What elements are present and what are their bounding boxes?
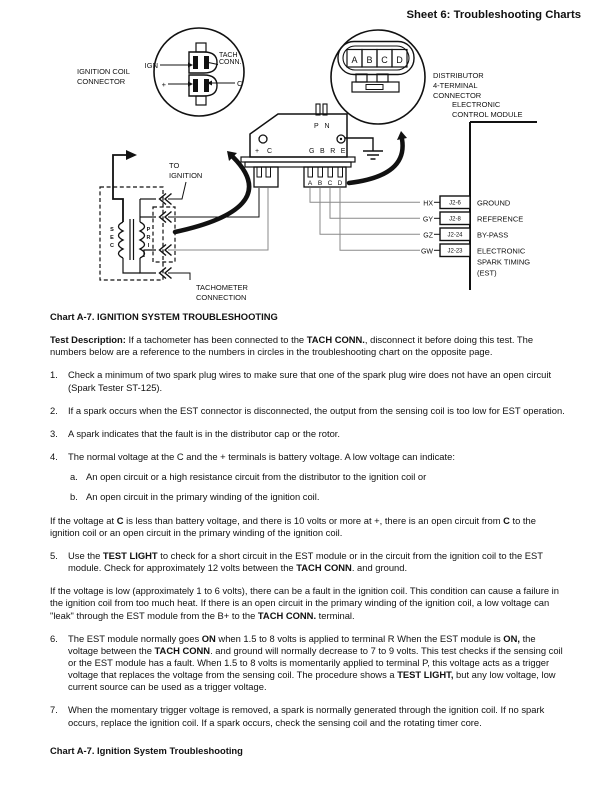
secondary-winding: [119, 222, 124, 258]
item-number: 2.: [50, 404, 58, 416]
item-text: A spark indicates that the fault is in the distributor cap or the rotor.: [68, 427, 341, 439]
arrow-to-distributor-connector-detail: [349, 139, 403, 183]
ignition-coil-connector-detail: [154, 28, 244, 116]
list-item: [50, 369, 567, 393]
mounting-plate-bar: [245, 162, 351, 167]
ecm-pin-desc: (EST): [477, 268, 497, 278]
secondary-output-arrowhead: [126, 150, 137, 160]
item-text: An open circuit or a high resistance circuit from the distributor to the ignition coil or: [86, 471, 427, 483]
paragraph: [50, 334, 567, 358]
tach-conn-label-line1: TACH: [219, 52, 238, 59]
ecm-pin-desc: ELECTRONIC: [477, 246, 526, 256]
item-number: a.: [70, 471, 78, 483]
ground-wire: [345, 138, 373, 151]
tachometer-connection-label-line1: TACHOMETER: [196, 283, 248, 292]
primary-winding-letter: I: [147, 243, 150, 249]
item-text: When the momentary trigger voltage is removed, a spark is normally generated through the ignition coil. If no spark occurs, replace the ignition coil. If a spark occurs, check the sensing coil and the rotating timer core.: [68, 704, 545, 728]
module-right-terminals-label: G B R E: [309, 148, 348, 155]
secondary-winding-letter: E: [110, 235, 114, 241]
item-text: Check a minimum of two spark plug wires to make sure that one of the spark plug wire does not have an open circuit (Spark Tester ST-125).: [68, 369, 552, 393]
ecm-pin-label: J2-24: [447, 232, 463, 239]
module-top-pins-label: P N: [314, 123, 332, 130]
list-item: [50, 471, 567, 483]
item-number: 1.: [50, 369, 58, 381]
list-item: [50, 704, 567, 728]
item-text: The normal voltage at the C and the + terminals is battery voltage. A low voltage can indicate:: [68, 451, 455, 463]
distributor-pin-a: A: [351, 55, 358, 65]
ecm-label-line2: CONTROL MODULE: [452, 110, 523, 119]
item-number: 7.: [50, 704, 58, 716]
latch-body: [352, 82, 399, 92]
item-number: 5.: [50, 549, 58, 561]
magnifier-circle: [154, 28, 244, 116]
paragraph: [50, 515, 567, 539]
connector-tab: [196, 43, 206, 52]
latch-slot: [366, 85, 383, 90]
ecm-pin-label: J2-6: [449, 200, 461, 207]
primary-winding-letter: P: [146, 227, 151, 233]
wire-a-ground: [310, 188, 420, 202]
item-text: If the voltage is low (approximately 1 to 6 volts), there can be a fault in the ignition coil. This condition can cause a failure in the ignition coil from too much heat. If there is an open circuit in the primary winding of the ignition coil, a low voltage can "leak" through the EST module from the B+ to the TACH CONN. terminal.: [50, 585, 559, 621]
tach-conn-label-line2: CONN.: [219, 59, 242, 66]
list-item: [50, 428, 567, 440]
list-item: [50, 633, 567, 694]
item-text: An open circuit in the primary winding of the ignition coil.: [86, 491, 320, 503]
ecm-pin-row-est: [421, 244, 530, 278]
item-number: b.: [70, 491, 78, 503]
distributor-label-line2: 4-TERMINAL: [433, 81, 478, 90]
distributor-pin-d: D: [396, 55, 403, 65]
secondary-winding-letter: C: [110, 243, 114, 249]
connector-pin: [338, 167, 343, 177]
item-text: The EST module normally goes ON when 1.5 to 8 volts is applied to terminal R When the EST module is ON, the voltage between the TACH CONN. and ground will normally decrease to 7 to 9 volts. This test checks if the sensing coil or the EST module has a fault. When 1.5 to 8 volts is momentarily applied to terminal P, this voltage acts as a trigger voltage that replaces the voltage from the sensing coil. The procedure shows a TEST LIGHT, but any low voltage, low current source can be used as a trigger voltage.: [68, 632, 563, 693]
distributor-pin-c: C: [381, 55, 388, 65]
to-ignition-label-line2: IGNITION: [169, 171, 203, 180]
item-text: Chart A-7. IGNITION SYSTEM TROUBLESHOOTING: [50, 311, 278, 322]
connector-pin: [266, 167, 271, 177]
wire-label: GW: [420, 248, 433, 256]
ecm-pin-row-ground: [423, 196, 511, 209]
ignition-coil-connector-label-line2: CONNECTOR: [77, 77, 126, 86]
item-text: If a spark occurs when the EST connector is disconnected, the output from the sensing coil is too low for EST operation.: [68, 404, 565, 416]
module-pin-b: B: [317, 180, 323, 187]
secondary-winding-letter: S: [110, 227, 114, 233]
arrowhead: [397, 131, 407, 140]
plus-leader-arrowhead: [188, 82, 193, 87]
section-heading: [50, 311, 567, 323]
secondary-output-line: [113, 155, 126, 222]
screw-dot: [340, 138, 342, 140]
page-title: Sheet 6: Troubleshooting Charts: [406, 9, 581, 21]
ecm-pin-label: J2-23: [447, 248, 463, 255]
plus-terminal-label: +: [161, 80, 166, 89]
list-item: [50, 451, 567, 463]
connector-pin: [318, 167, 323, 177]
ecm-pin-row-reference: [423, 212, 523, 225]
connector-pin: [308, 167, 313, 177]
item-text: Use the TEST LIGHT to check for a short circuit in the EST module or in the circuit from the ignition coil to the EST module. Check for approximately 12 volts between the TACH CONN. and ground.: [68, 549, 543, 574]
ecm-pin-desc: REFERENCE: [477, 214, 524, 224]
ecm-pin-desc: SPARK TIMING: [477, 257, 531, 267]
item-text: Test Description: If a tachometer has been connected to the TACH CONN., disconnect it before doing this test. The numbers below are a reference to the numbers in circles in the troubleshooting chart on the opposite page.: [50, 334, 534, 358]
ecm-pin-label: J2-8: [449, 216, 461, 223]
pin-slot: [204, 79, 209, 92]
item-number: 4.: [50, 451, 58, 463]
wire-c-reference: [330, 188, 420, 218]
wire-b-bypass: [320, 188, 420, 234]
tachometer-leader: [168, 273, 190, 280]
module-left-terminals-label: + C: [255, 148, 276, 155]
ign-leader-arrowhead: [188, 63, 193, 68]
est-to-ecm-wires: [310, 188, 420, 250]
pin-slot: [193, 56, 198, 69]
ecm-label-line1: ELECTRONIC: [452, 100, 501, 109]
ignition-system-diagram: [0, 0, 612, 308]
module-pin-d: D: [337, 180, 343, 187]
ecm-pin-desc: GROUND: [477, 198, 511, 208]
to-ignition-leader: [168, 182, 186, 199]
primary-winding-letter: R: [146, 235, 151, 241]
coil-wire: [144, 250, 156, 257]
wire-label: GY: [422, 216, 433, 224]
item-number: 3.: [50, 427, 58, 439]
ecm-pin-row-bypass: [423, 228, 508, 241]
c-terminal-label: C: [237, 79, 243, 88]
content-blocks: [50, 311, 567, 729]
list-item: [50, 550, 567, 574]
ecm-pin-desc: BY-PASS: [477, 230, 509, 240]
troubleshooting-text: [50, 311, 567, 757]
ign-terminal-label: IGN: [144, 61, 158, 70]
ignition-coil-connector-label-line1: IGNITION COIL: [77, 67, 130, 76]
item-number: 6.: [50, 632, 58, 644]
tachometer-connection-label-line2: CONNECTION: [196, 293, 247, 302]
paragraph: [50, 585, 567, 621]
distributor-label-line1: DISTRIBUTOR: [433, 71, 484, 80]
wire-label: HX: [423, 200, 433, 208]
module-pin-a: A: [307, 180, 313, 187]
wire-d-est: [340, 188, 420, 250]
distributor-connector-detail: [331, 30, 425, 124]
est-module: [241, 104, 383, 187]
chart-caption: Chart A-7. Ignition System Troubleshooting: [50, 744, 243, 756]
coil-wire: [123, 258, 140, 273]
pin-slot: [193, 79, 198, 92]
connector-tab: [196, 96, 206, 105]
item-text: If the voltage at C is less than battery voltage, and there is 10 volts or more at +, there is an open circuit from C to the ignition coil or an open circuit in the primary winding of the ignition coil.: [50, 514, 536, 538]
arrow-to-coil-connector-detail: [175, 157, 249, 232]
distributor-pin-b: B: [366, 55, 373, 65]
list-item: [50, 491, 567, 503]
screw-hole: [259, 135, 267, 143]
list-item: [50, 405, 567, 417]
connector-pin: [257, 167, 262, 177]
connector-pin: [328, 167, 333, 177]
module-pin-c: C: [327, 180, 333, 187]
to-ignition-label-line1: TO: [169, 161, 180, 170]
distributor-label-line3: CONNECTOR: [433, 91, 482, 100]
wire-label: GZ: [423, 232, 433, 240]
